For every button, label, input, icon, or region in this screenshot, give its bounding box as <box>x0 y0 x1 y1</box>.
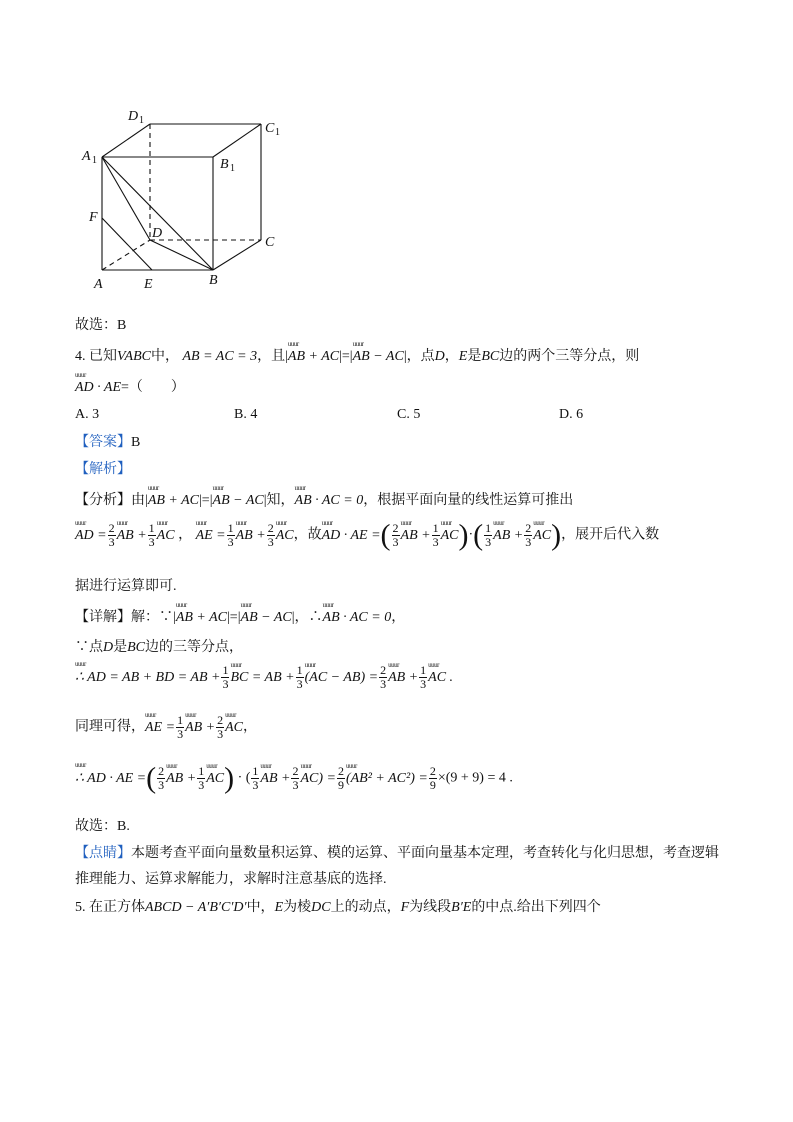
q4-stem-line2 <box>75 376 185 396</box>
fenxi-dot-product: uuur AB · AC = 0 <box>295 493 364 509</box>
xiangjie-text-b: |，∴ <box>291 610 323 625</box>
fraction: $\frac{1}{3}$ <box>252 764 259 792</box>
fenxi-text-b: |知， <box>263 493 295 508</box>
answer-value: B <box>131 435 141 450</box>
dot: · <box>468 527 474 543</box>
label-c1-sub: 1 <box>275 127 280 138</box>
text: ×(9 + 9) = 4 . <box>437 770 513 786</box>
xiangjie-dot-product: uuur AB · AC = 0 <box>323 610 392 626</box>
paren: ( <box>380 518 391 552</box>
text: · ( <box>234 770 251 786</box>
conclusion: 故选：B. <box>75 819 130 834</box>
fenxi-text-mid: |=| <box>199 493 213 508</box>
q4-text-c: ，且| <box>257 349 288 364</box>
fraction: $\frac{1}{3}$ <box>485 521 492 549</box>
fraction: $\frac{2}{9}$ <box>337 764 344 792</box>
text: 为线段 <box>409 900 452 915</box>
paren: ) <box>458 518 469 552</box>
xiangjie-text-a: 解：∵| <box>131 610 176 625</box>
label-c: C <box>265 235 275 250</box>
previous-answer: 故选：B <box>75 318 127 333</box>
q4-ask-expression: uuur AD · AE <box>75 380 121 396</box>
text: 是 <box>113 640 128 655</box>
fraction: $\frac{2}{3}$ <box>217 713 224 741</box>
text: ， <box>243 719 258 735</box>
vector-ab: uuur AB + <box>401 528 431 544</box>
fenxi-text-c2: ，展开后代入数 <box>561 527 660 543</box>
q4-text-b: 中， <box>150 349 179 364</box>
text: uuur AB + <box>166 771 196 787</box>
vector-ab: uuur AB + <box>236 528 266 544</box>
fraction: $\frac{2}{3}$ <box>108 521 115 549</box>
vector-ac: uuur AC <box>533 528 551 544</box>
label-e: E <box>144 277 153 292</box>
fenxi-text-c: ，根据平面向量的线性运算可推出 <box>363 493 574 508</box>
label-a1-sub: 1 <box>92 155 97 166</box>
q4-text-a: 已知 <box>89 349 117 364</box>
fraction: $\frac{2}{3}$ <box>158 764 165 792</box>
q4-text-e: 是 <box>467 349 482 364</box>
q4-point-d: D <box>434 349 445 364</box>
text: uuur AB + <box>185 720 215 736</box>
xiangjie-text-c: ， <box>391 610 406 625</box>
q4-condition: AB = AC = 3 <box>182 349 258 364</box>
analysis-tag: 【解析】 <box>75 462 131 477</box>
hidden-edge-a-d <box>102 240 150 270</box>
segment-a1-b <box>102 157 213 270</box>
q4-point-e: E <box>458 349 468 364</box>
text: 同理可得， <box>75 719 145 735</box>
fraction: $\frac{1}{3}$ <box>296 663 303 691</box>
q4-comma: ， <box>444 349 459 364</box>
q5-stem <box>75 896 601 916</box>
text: uuur AC) = <box>300 771 336 787</box>
cube-figure <box>80 100 290 295</box>
text: uuur (AC − AB) = <box>305 670 378 686</box>
text: D <box>103 640 114 655</box>
q4-option-a: A. 3 <box>75 407 100 422</box>
label-a1: A <box>82 149 91 164</box>
fraction: $\frac{1}{3}$ <box>148 521 155 549</box>
label-b1-sub: 1 <box>230 163 235 174</box>
fraction: $\frac{2}{3}$ <box>392 521 399 549</box>
fraction: $\frac{1}{3}$ <box>222 663 229 691</box>
fenxi-vector-diff: uuur AB − AC <box>213 493 264 509</box>
text: uuur AC <box>206 771 224 787</box>
q4-option-c: C. 5 <box>397 407 421 422</box>
text: uuur ∴ AD · AE = <box>75 770 146 787</box>
fraction: $\frac{1}{3}$ <box>227 521 234 549</box>
text: uuur AC . <box>428 670 453 686</box>
text: 中， <box>246 900 275 915</box>
answer-line <box>75 431 140 451</box>
xiangjie-line2 <box>75 636 243 656</box>
paren: ) <box>224 761 235 795</box>
fenxi-line2: uuur AD = $\frac{2}{3}$ uuur AB + $\frac{1}{3}$ uuur AC ， uuur AE = $\frac{1}{3}$ uuur AB + $\frac{2}{3}$ uuur AC，故uuur AD · AE =( $\frac{2}{3}$ uuur AB + $\frac{1}{3}$ uuur AC)·( $\frac{1}{3}$ uuur AB + $\frac{2}{3}$ uuur AC)，展开后代入数 <box>75 522 659 549</box>
fenxi-line1 <box>75 489 573 509</box>
fenxi-tag: 【分析】 <box>75 493 131 508</box>
fenxi-text-a: 由| <box>131 493 148 508</box>
text: E <box>274 900 284 915</box>
text: 为棱 <box>283 900 312 915</box>
segment-d-b <box>150 240 213 270</box>
edge-a1-d1 <box>102 124 150 157</box>
text: DC <box>311 900 331 915</box>
text: 边的三等分点， <box>145 640 244 655</box>
text: uuur BC = AB + <box>230 670 294 686</box>
fraction: $\frac{1}{3}$ <box>432 521 439 549</box>
fraction: $\frac{1}{3}$ <box>198 764 205 792</box>
dianjing-line2: 推理能力、运算求解能力，求解时注意基底的选择. <box>75 872 387 887</box>
label-c1: C <box>265 121 275 136</box>
fraction: $\frac{2}{3}$ <box>380 663 387 691</box>
text: F <box>400 900 410 915</box>
q5-cube: ABCD − A′B′C′D′ <box>145 900 247 915</box>
fenxi-text-b2: ，故 <box>293 527 322 543</box>
paren: ( <box>146 761 157 795</box>
fenxi-ad-right: uuur AB + <box>117 528 147 544</box>
fraction: $\frac{2}{3}$ <box>525 521 532 549</box>
xiangjie-line4 <box>75 714 257 741</box>
text: uuur (AB² + AC²) = <box>346 771 428 787</box>
q4-segment-bc: BC <box>481 349 500 364</box>
q4-option-d: D. 6 <box>559 407 584 422</box>
xiangjie-vector-diff: uuur AB − AC <box>241 610 292 626</box>
dianjing-line1 <box>75 842 719 862</box>
label-d1: D <box>128 109 139 124</box>
fenxi-line3: 据进行运算即可. <box>75 579 177 594</box>
xiangjie-line3 <box>75 664 453 691</box>
text: 的中点.给出下列四个 <box>471 900 601 915</box>
label-d: D <box>152 226 163 241</box>
text: uuur AC <box>225 720 243 736</box>
answer-tag: 【答案】 <box>75 435 131 450</box>
q4-ask-tail: =（ ） <box>121 380 185 395</box>
vector-ab: uuur AB + <box>493 528 523 544</box>
vector-ad-ae: uuur AD · AE = <box>322 528 381 544</box>
q4-stem-line1 <box>75 345 639 365</box>
xiangjie-line1 <box>75 606 405 626</box>
paren: ) <box>551 518 562 552</box>
q4-option-b: B. 4 <box>234 407 258 422</box>
q4-text-f: 边的两个三等分点，则 <box>499 349 640 364</box>
q4-number: 4. <box>75 349 86 364</box>
text: 在正方体 <box>89 900 145 915</box>
q4-text-mid: |=| <box>339 349 353 364</box>
q4-triangle: VABC <box>117 349 151 364</box>
q4-vector-diff: uuur AB − AC <box>353 349 404 365</box>
fraction: $\frac{2}{3}$ <box>292 764 299 792</box>
dianjing-tag: 【点睛】 <box>75 846 131 861</box>
text: uuur AB + <box>388 670 418 686</box>
label-b: B <box>209 273 218 288</box>
edge-b-c <box>213 240 261 270</box>
text: uuur AE = <box>145 720 175 736</box>
text: ∵点 <box>75 640 103 655</box>
fraction: $\frac{1}{3}$ <box>420 663 427 691</box>
text: uuur AB + <box>260 771 290 787</box>
xiangjie-tag: 【详解】 <box>75 610 131 625</box>
xiangjie-text-mid: |=| <box>227 610 241 625</box>
edge-c1-b1 <box>213 124 261 157</box>
fenxi-ae-left: uuur AE = <box>196 528 226 544</box>
q4-vector-sum: uuur AB + AC <box>288 349 339 365</box>
text: BC <box>127 640 146 655</box>
text: 上的动点， <box>330 900 401 915</box>
xiangjie-vector-sum: uuur AB + AC <box>176 610 227 626</box>
q4-text-d: |，点 <box>403 349 435 364</box>
fraction: $\frac{1}{3}$ <box>177 713 184 741</box>
xiangjie-line5 <box>75 761 513 795</box>
text: B′E <box>451 900 472 915</box>
vector-ac: uuur AC <box>441 528 459 544</box>
label-b1: B <box>220 157 229 172</box>
label-d1-sub: 1 <box>139 115 144 126</box>
vector-ac: uuur AC <box>276 528 294 544</box>
fenxi-ad-left: uuur AD = <box>75 528 107 544</box>
fraction: $\frac{2}{9}$ <box>429 764 436 792</box>
dianjing-text1: 本题考查平面向量数量积运算、模的运算、平面向量基本定理，考查转化与化归思想，考查逻辑 <box>131 846 719 861</box>
text: uuur ∴ AD = AB + BD = AB + <box>75 669 220 686</box>
vector-ac: uuur AC <box>157 528 175 544</box>
paren: ( <box>473 518 484 552</box>
q5-number: 5. <box>75 900 86 915</box>
fenxi-vector-sum: uuur AB + AC <box>148 493 199 509</box>
fraction: $\frac{2}{3}$ <box>267 521 274 549</box>
label-a: A <box>94 277 103 292</box>
label-f: F <box>89 210 98 225</box>
